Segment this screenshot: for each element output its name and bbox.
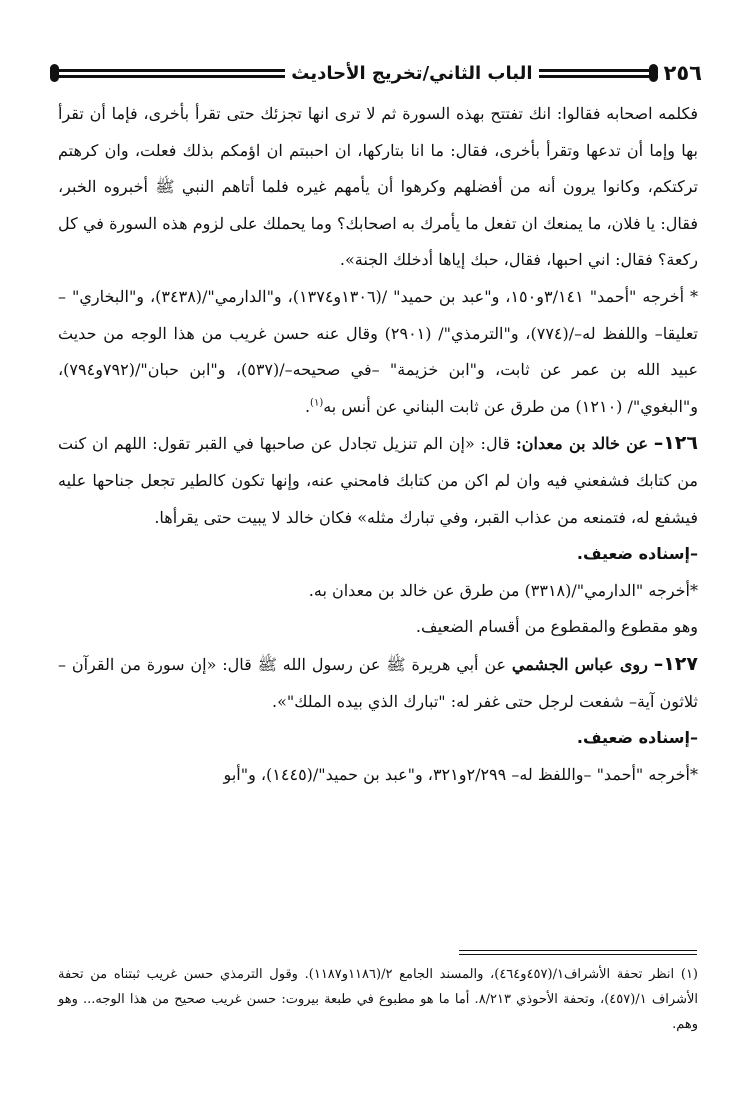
footnote-separator [459, 950, 697, 955]
hadith-text: عن أبي هريرة ﷺ عن رسول الله ﷺ قال: «إن سورة من القرآن –ثلاثون آية– شفعت لرجل حتى غفر له: "تبارك الذي بيده الملك"». [58, 654, 698, 711]
running-title: الباب الثاني/تخريج الأحاديث [291, 62, 533, 84]
hadith-number: ١٢٧– [653, 652, 698, 675]
grade-note: وهو مقطوع والمقطوع من أقسام الضعيف. [415, 617, 698, 637]
takhrij-paragraph: *أخرجه "الدارمي"/(٣٣١٨) من طرق عن خالد بن معدان به. [308, 580, 698, 600]
narrator-name: عن خالد بن معدان: [515, 434, 648, 454]
takhrij-paragraph: * أخرجه "أحمد" ٣/١٤١و١٥٠، و"عبد بن حميد" /(١٣٠٦و١٣٧٤)، و"الدارمي"/(٣٤٣٨)، و"البخاري" –تعليقا– واللفظ له–/(٧٧٤)، و"الترمذي"/ (٢٩٠١) وقال عنه حسن غريب من هذا الوجه من حديث عبيد الله بن عمر عن ثابت، و"ابن خزيمة" –في صحيحه–/(٥٣٧)، و"ابن حبان"/(٧٩٢و٧٩٤)، و"البغوي"/ (١٢١٠) من طرق عن ثابت البناني عن أنس به$^{(١)}$. [58, 286, 699, 416]
header-ornament-right [649, 64, 658, 82]
header-rule-right [539, 69, 649, 78]
hadith-text: قال: «إن الم تنزيل تجادل عن صاحبها في القبر تقول: اللهم ان كنت من كتابك فشفعني فيه وان لم اكن من كتابك فامحني عنه، وإنها تكون كالطير تجعل جناحها عليه فيشفع له، فتمنعه من عذاب القبر، وفي تبارك مثله» فكان خالد لا يبيت حتى يقرأها. [58, 434, 698, 527]
isnad-grade: –إسناده ضعيف. [576, 728, 698, 748]
header-rule-left [59, 69, 285, 78]
hadith-number: ١٢٦– [653, 432, 698, 455]
hadith-127 [58, 646, 698, 720]
footnote-marker: (١) [310, 397, 324, 409]
hadith-126 [58, 425, 698, 536]
hadith-continuation: فكلمه اصحابه فقالوا: انك تفتتح بهذه السورة ثم لا ترى انها تجزئك حتى تقرأ بأخرى، فإما أن تقرأ بها وإما أن تدعها وتقرأ بأخرى، فقال: ما انا بتاركها، ان احببتم ان اؤمكم بذلك فعلت، وان كرهتم تركتكم، وكانوا يرون أنه من أفضلهم وكرهوا أن يأمهم غيره فلما أتاهم النبي ﷺ أخبروه الخبر، فقال: يا فلان، ما يمنعك ان تفعل ما يأمرك به اصحابك؟ وما يحملك على لزوم هذه السورة في كل ركعة؟ فقال: اني احبها، فقال، حبك إياها أدخلك الجنة». [58, 104, 698, 270]
takhrij-paragraph: *أخرجه "أحمد" –واللفظ له– ٢/٢٩٩و٣٢١، و"عبد بن حميد"/(١٤٤٥)، و"أبو [223, 764, 698, 784]
page-header [50, 58, 702, 88]
main-text [58, 96, 698, 793]
narrator-name: روى عباس الجشمي [511, 654, 648, 674]
page-number: ٢٥٦ [663, 61, 702, 85]
takhrij-text: * أخرجه "أحمد" ٣/١٤١و١٥٠، و"عبد بن حميد" /(١٣٠٦و١٣٧٤)، و"الدارمي"/(٣٤٣٨)، و"البخاري" –تعليقا– واللفظ له–/(٧٧٤)، و"الترمذي"/ (٢٩٠١) وقال عنه حسن غريب من هذا الوجه من حديث عبيد الله بن عمر عن ثابت، و"ابن خزيمة" –في صحيحه–/(٥٣٧)، و"ابن حبان"/(٧٩٢و٧٩٤)، و"البغوي"/ (١٢١٠) من طرق عن ثابت البناني عن أنس به [58, 286, 699, 416]
isnad-grade: –إسناده ضعيف. [576, 544, 698, 564]
header-ornament-left [50, 64, 59, 82]
footnote: (١) انظر تحفة الأشراف١/(٤٥٧و٤٦٤)، والمسند الجامع ٢/(١١٨٦و١١٨٧). وقول الترمذي حسن غريب ثبتناه من تحفة الأشراف ١/(٤٥٧)، وتحفة الأحوذي ٨/٢١٣. أما ما هو مطبوع في طبعة بيروت: حسن غريب صحيح من هذا الوجه... وهو وهم. [58, 967, 698, 1032]
